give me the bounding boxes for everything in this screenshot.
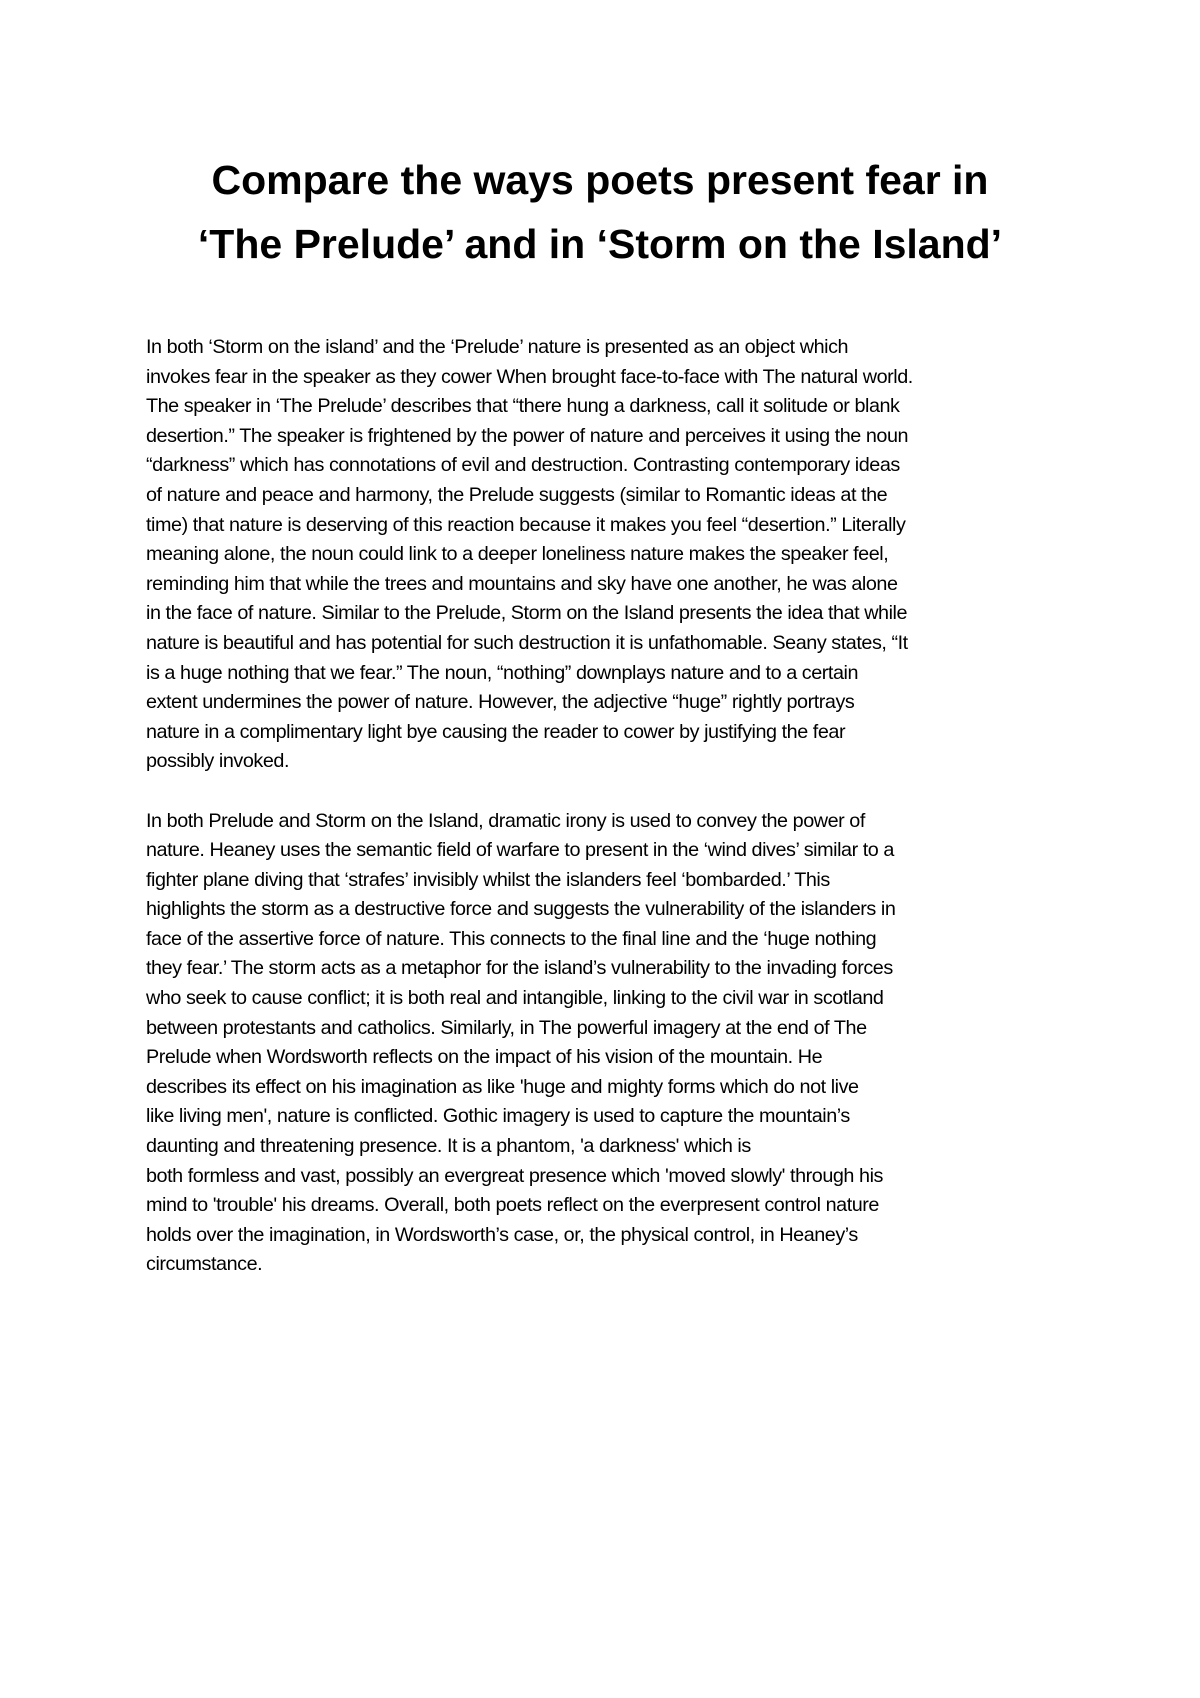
text-line: extent undermines the power of nature. However, the adjective “huge” rightly portrays [146,691,855,714]
text-line: fighter plane diving that ‘strafes’ invisibly whilst the islanders feel ‘bombarded.’ This [146,868,830,891]
text-line: In both ‘Storm on the island’ and the ‘Prelude’ nature is presented as an object which [146,336,849,358]
text-line: describes its effect on his imagination as like 'huge and mighty forms which do not live [146,1075,859,1098]
text-line: time) that nature is deserving of this reaction because it makes you feel “desertion.” Literally [146,513,906,536]
text-line: highlights the storm as a destructive force and suggests the vulnerability of the islanders in [146,898,896,921]
text-line: meaning alone, the noun could link to a deeper loneliness nature makes the speaker feel, [146,543,889,566]
text-line: who seek to cause conflict; it is both real and intangible, linking to the civil war in scotland [146,987,884,1010]
text-line: nature in a complimentary light bye causing the reader to cower by justifying the fear [146,720,846,743]
text-line: between protestants and catholics. Similarly, in The powerful imagery at the end of The [146,1016,867,1039]
text-line: of nature and peace and harmony, the Prelude suggests (similar to Romantic ideas at the [146,483,888,506]
text-line: in the face of nature. Similar to the Prelude, Storm on the Island presents the idea that while [146,602,908,625]
document-title [80,148,1120,276]
text-line: circumstance. [146,1253,263,1276]
title-line: Compare the ways poets present fear in [211,157,989,203]
text-line: Prelude when Wordsworth reflects on the impact of his vision of the mountain. He [146,1046,823,1069]
text-line: mind to 'trouble' his dreams. Overall, both poets reflect on the everpresent control nature [146,1194,879,1217]
text-line: both formless and vast, possibly an evergreat presence which 'moved slowly' through his [146,1164,883,1187]
text-line: desertion.” The speaker is frightened by the power of nature and perceives it using the noun [146,424,909,447]
text-line: is a huge nothing that we fear.” The noun, “nothing” downplays nature and to a certain [146,661,859,684]
text-line: In both Prelude and Storm on the Island, dramatic irony is used to convey the power of [146,809,865,832]
text-line: invokes fear in the speaker as they cower When brought face-to-face with The natural world. [146,365,913,388]
paragraph-2 [146,807,1076,1281]
text-line: possibly invoked. [146,750,289,773]
document-body [146,333,1076,1280]
paragraph-1 [146,333,1076,777]
text-line: like living men', nature is conflicted. Gothic imagery is used to capture the mountain’s [146,1105,850,1128]
text-line: daunting and threatening presence. It is a phantom, 'a darkness' which is [146,1135,751,1158]
text-line: reminding him that while the trees and mountains and sky have one another, he was alone [146,572,898,595]
text-line: they fear.’ The storm acts as a metaphor for the island’s vulnerability to the invading forces [146,957,893,980]
text-line: holds over the imagination, in Wordsworth’s case, or, the physical control, in Heaney’s [146,1223,858,1246]
title-line: ‘The Prelude’ and in ‘Storm on the Island’ [197,221,1003,267]
text-line: face of the assertive force of nature. This connects to the final line and the ‘huge nothing [146,927,877,950]
text-line: The speaker in ‘The Prelude’ describes that “there hung a darkness, call it solitude or blank [146,395,900,418]
text-line: nature. Heaney uses the semantic field of warfare to present in the ‘wind dives’ similar to a [146,839,894,862]
text-line: “darkness” which has connotations of evil and destruction. Contrasting contemporary ideas [146,454,900,477]
text-line: nature is beautiful and has potential for such destruction it is unfathomable. Seany states, “It [146,631,908,654]
